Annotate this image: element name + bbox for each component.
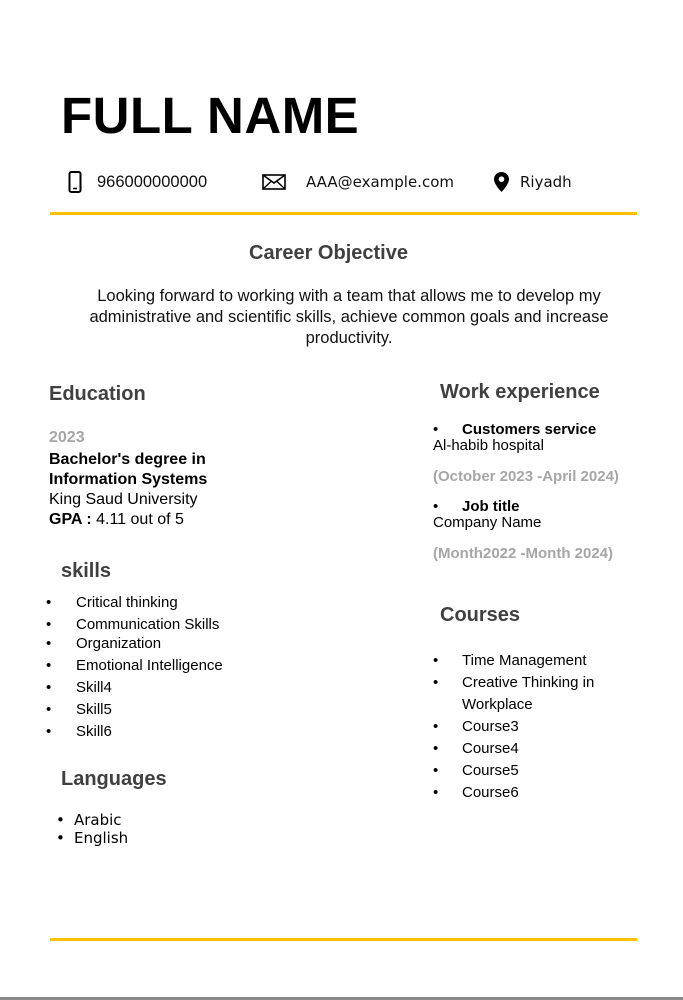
language-item: • Arabic xyxy=(56,811,122,829)
job-title: Customers service xyxy=(462,421,597,438)
courses-heading: Courses xyxy=(440,604,521,626)
languages-list xyxy=(56,811,256,847)
skills-list xyxy=(46,594,346,745)
contact-location xyxy=(493,168,572,196)
contact-email xyxy=(262,168,454,196)
career-objective-text: Looking forward to working with a team that allows me to develop my administrative and scientific skills, achieve common goals and increase productivity. xyxy=(89,287,609,347)
language-item: • English xyxy=(56,829,129,847)
skill-item: • Organization xyxy=(46,635,162,652)
education-year: 2023 xyxy=(49,429,85,446)
email-icon xyxy=(262,174,286,190)
education-heading: Education xyxy=(49,383,146,405)
email-address: AAA@example.com xyxy=(306,173,454,191)
course-item: • Course4 xyxy=(433,740,519,757)
phone-number: 966000000000 xyxy=(97,172,208,191)
phone-icon xyxy=(68,171,82,193)
gpa-value: 4.11 out of 5 xyxy=(96,511,184,528)
work-experience-heading: Work experience xyxy=(440,381,600,403)
skill-item: • Communication Skills xyxy=(46,616,220,633)
header-divider xyxy=(50,212,637,215)
career-objective-heading: Career Objective xyxy=(249,242,408,264)
job-place: Company Name xyxy=(433,514,542,531)
languages-heading: Languages xyxy=(61,768,167,790)
course-item-continued: Workplace xyxy=(462,696,533,713)
gpa-line xyxy=(49,510,349,530)
course-item: • Course3 xyxy=(433,718,519,735)
degree-line-2: Information Systems xyxy=(49,471,208,488)
course-item: • Course6 xyxy=(433,784,519,801)
job-dates: (Month2022 -Month 2024) xyxy=(433,545,614,562)
job-dates: (October 2023 -April 2024) xyxy=(433,468,619,485)
contact-phone xyxy=(68,168,207,196)
gpa-label: GPA : xyxy=(49,511,92,528)
location-pin-icon xyxy=(493,171,510,193)
course-item: • Time Management xyxy=(433,652,587,669)
skills-heading: skills xyxy=(61,560,112,582)
courses-list xyxy=(433,651,663,805)
skill-item: • Skill6 xyxy=(46,723,112,740)
job-entry xyxy=(433,421,673,485)
footer-divider xyxy=(50,938,637,941)
skill-item: • Skill4 xyxy=(46,679,112,696)
job-title-line: • Job title xyxy=(433,498,520,515)
job-title: Job title xyxy=(462,498,520,515)
job-title-line: • Customers service xyxy=(433,421,597,438)
degree-line-1: Bachelor's degree in xyxy=(49,451,206,468)
job-place: Al-habib hospital xyxy=(433,437,544,454)
skill-item: • Skill5 xyxy=(46,701,112,718)
skill-item: • Critical thinking xyxy=(46,594,178,611)
skill-item: • Emotional Intelligence xyxy=(46,657,223,674)
location-text: Riyadh xyxy=(520,173,572,191)
university-name: King Saud University xyxy=(49,491,198,508)
course-item: • Creative Thinking in xyxy=(433,674,595,691)
job-entry xyxy=(433,498,673,562)
education-details xyxy=(49,450,349,530)
full-name: FULL NAME xyxy=(61,87,360,144)
course-item: • Course5 xyxy=(433,762,519,779)
